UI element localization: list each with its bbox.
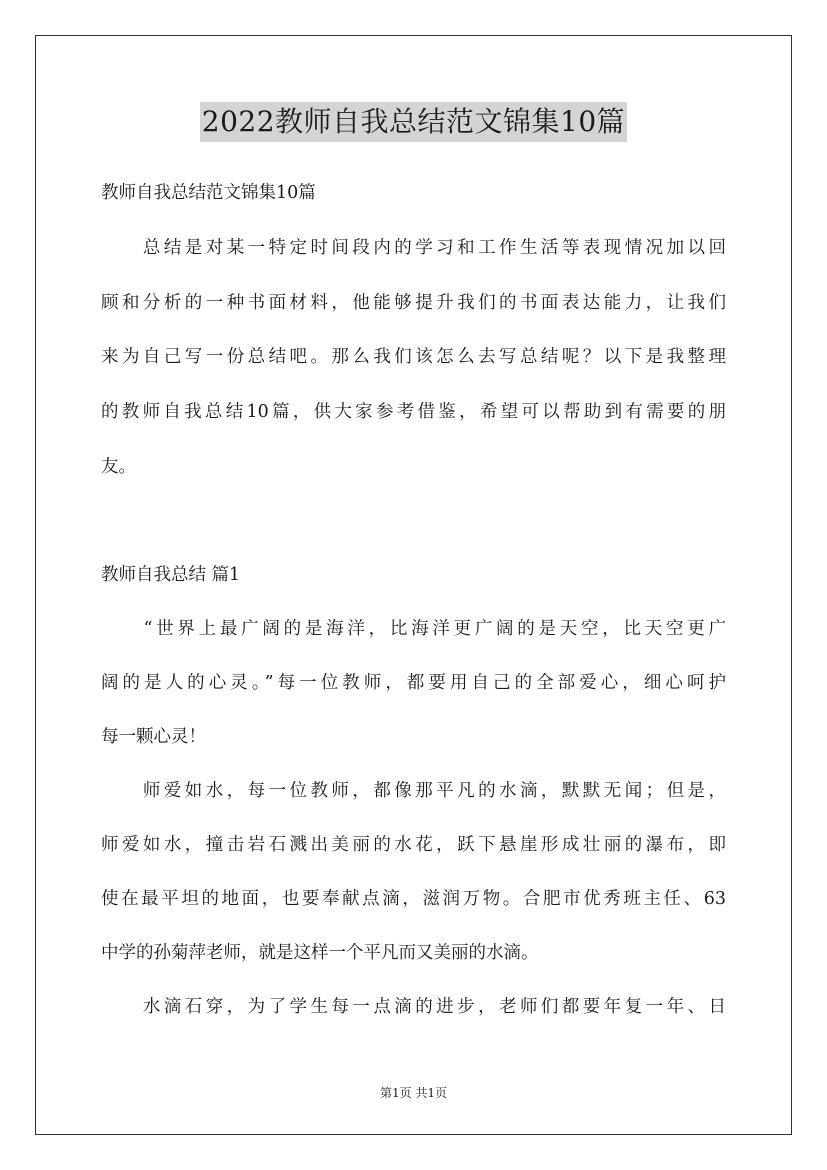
- paragraph-line: 师爱如水，撞击岩石溅出美丽的水花，跃下悬崖形成壮丽的瀑布，即: [101, 835, 726, 855]
- intro-line: 的教师自我总结10篇，供大家参考借鉴，希望可以帮助到有需要的朋: [101, 402, 726, 422]
- paragraph-line: 师爱如水，每一位教师，都像那平凡的水滴，默默无闻；但是，: [101, 781, 726, 801]
- intro-line: 总结是对某一特定时间段内的学习和工作生活等表现情况加以回: [101, 238, 726, 258]
- paragraph-line: 水滴石穿，为了学生每一点滴的进步，老师们都要年复一年、日: [101, 997, 726, 1017]
- document-subtitle: 教师自我总结范文锦集10篇: [101, 183, 316, 203]
- intro-line: 友。: [101, 457, 136, 477]
- paragraph-line: 使在最平坦的地面，也要奉献点滴，滋润万物。合肥市优秀班主任、63: [101, 889, 726, 909]
- paragraph-line: “世界上最广阔的是海洋，比海洋更广阔的是天空，比天空更广: [101, 619, 726, 639]
- paragraph-line: 每一颗心灵！: [101, 727, 206, 747]
- intro-line: 来为自己写一份总结吧。那么我们该怎么去写总结呢？以下是我整理: [101, 347, 726, 367]
- document-title: 2022教师自我总结范文锦集10篇: [200, 102, 627, 142]
- section-heading: 教师自我总结 篇1: [101, 565, 241, 585]
- page-footer: 第1页 共1页: [379, 1086, 448, 1100]
- paragraph-line: 中学的孙菊萍老师，就是这样一个平凡而又美丽的水滴。: [101, 943, 539, 963]
- title-container: [0, 102, 827, 142]
- intro-line: 顾和分析的一种书面材料，他能够提升我们的书面表达能力，让我们: [101, 293, 726, 313]
- paragraph-line: 阔的是人的心灵。”每一位教师，都要用自己的全部爱心，细心呵护: [101, 673, 726, 693]
